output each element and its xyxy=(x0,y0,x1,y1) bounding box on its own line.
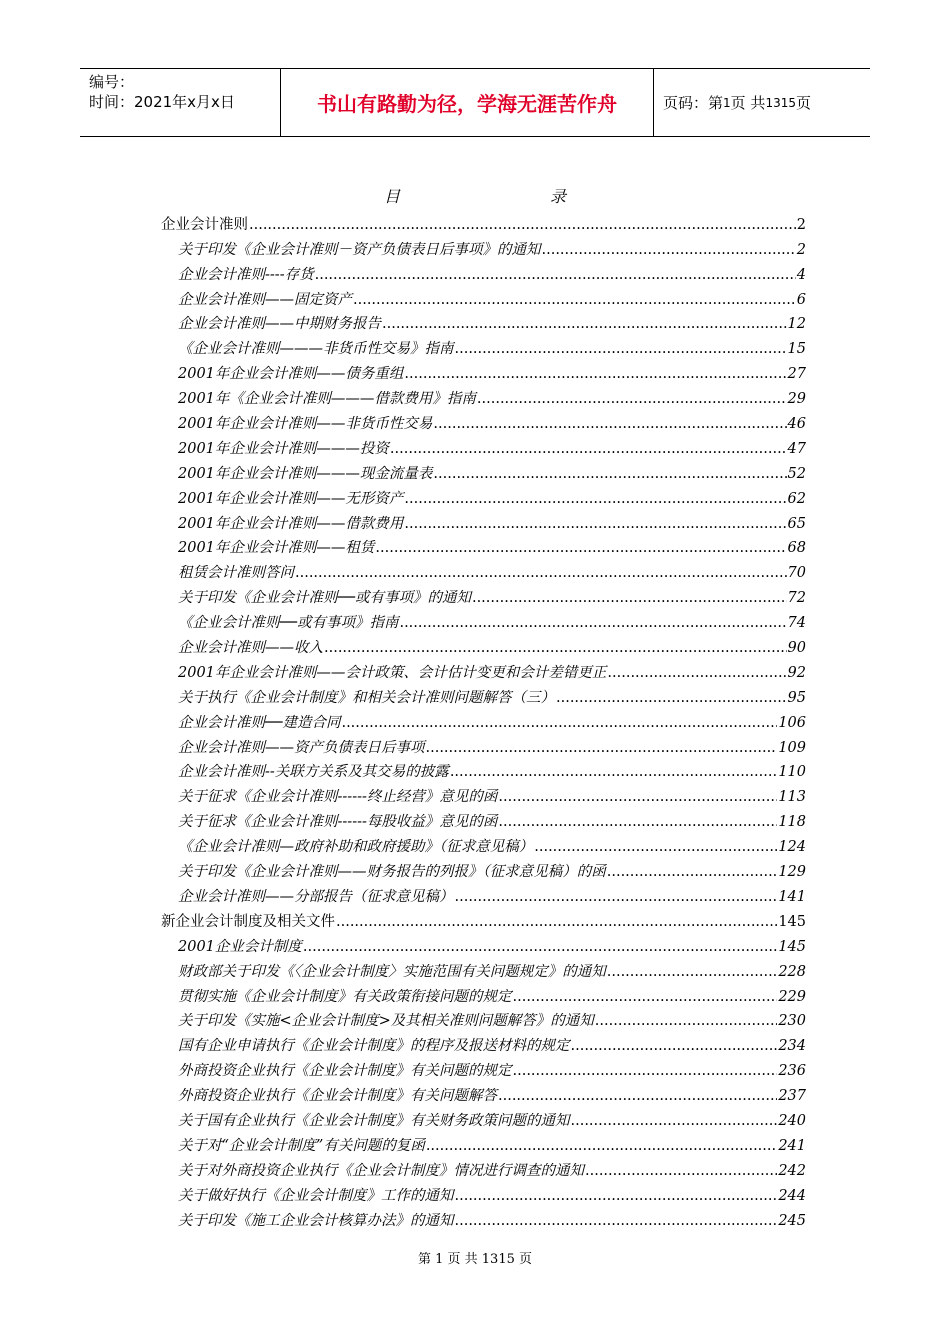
toc-leader-dots xyxy=(390,440,787,458)
toc-leader-dots xyxy=(607,963,778,981)
toc-leader-dots xyxy=(571,1112,778,1130)
toc-entry-page: 68 xyxy=(787,540,806,557)
header-meta xyxy=(80,69,281,136)
toc-entry[interactable] xyxy=(161,383,806,408)
toc-entry-page: 242 xyxy=(778,1162,806,1179)
toc-entry-title: 关于印发《实施<企业会计制度>及其相关准则问题解答》的通知 xyxy=(178,1013,594,1030)
page-footer xyxy=(0,1248,950,1267)
toc-entry-title: 2001年企业会计准则——会计政策、会计估计变更和会计差错更正 xyxy=(178,664,607,681)
toc-entry-page: 124 xyxy=(778,839,806,856)
toc-entry-page: 110 xyxy=(778,764,806,781)
toc-entry-page: 237 xyxy=(778,1088,806,1105)
toc-title-left: 目 xyxy=(383,187,400,206)
toc-entry-title: 关于征求《企业会计准则------终止经营》意见的函 xyxy=(178,789,498,806)
toc-entry-page: 118 xyxy=(778,814,806,831)
toc-entry-title: 企业会计准则 xyxy=(161,216,248,233)
toc-entry[interactable] xyxy=(161,781,806,806)
toc-leader-dots xyxy=(607,664,786,682)
toc-entry-page: 113 xyxy=(778,789,806,806)
toc-leader-dots xyxy=(341,714,777,732)
toc-leader-dots xyxy=(426,1137,777,1155)
toc-entry-title: 2001年企业会计准则——借款费用 xyxy=(178,515,404,532)
toc-entry-title: 2001企业会计制度 xyxy=(178,938,302,955)
toc-entry[interactable] xyxy=(161,707,806,732)
toc-entry-page: 230 xyxy=(778,1013,806,1030)
toc-entry-title: 关于印发《企业会计准则──或有事项》的通知 xyxy=(178,590,471,607)
toc-entry[interactable] xyxy=(161,408,806,433)
toc-leader-dots xyxy=(472,589,787,607)
toc-entry[interactable] xyxy=(161,234,806,259)
toc-leader-dots xyxy=(513,1062,778,1080)
toc-entry-title: 租赁会计准则答问 xyxy=(178,565,294,582)
page-prefix: 页码：第 xyxy=(663,94,724,112)
page-header xyxy=(80,68,870,137)
toc-entry-page: 74 xyxy=(787,615,806,632)
toc-entry-page: 106 xyxy=(778,714,806,731)
toc-entry-page: 46 xyxy=(787,416,806,433)
toc-leader-dots xyxy=(404,490,786,508)
toc-leader-dots xyxy=(336,913,777,931)
toc-entry-title: 企业会计准则--关联方关系及其交易的披露 xyxy=(178,764,449,781)
toc-leader-dots xyxy=(404,365,786,383)
toc-entry-page: 2 xyxy=(796,216,806,233)
toc-entry-title: 外商投资企业执行《企业会计制度》有关问题解答 xyxy=(178,1088,497,1105)
toc-entry-title: 关于印发《施工企业会计核算办法》的通知 xyxy=(178,1212,454,1229)
header-motto xyxy=(281,69,654,136)
toc-entry-title: 2001年企业会计准则——无形资产 xyxy=(178,490,404,507)
toc-entry[interactable] xyxy=(161,508,806,533)
toc-entry[interactable] xyxy=(161,1105,806,1130)
toc-leader-dots xyxy=(450,763,778,781)
toc-entry-page: 72 xyxy=(787,590,806,607)
toc-entry-page: 109 xyxy=(778,739,806,756)
toc-entry[interactable] xyxy=(161,483,806,508)
toc-leader-dots xyxy=(295,564,787,582)
toc-entry-page: 70 xyxy=(787,565,806,582)
toc-entry-page: 47 xyxy=(787,440,806,457)
toc-entry-title: 2001年企业会计准则———投资 xyxy=(178,440,389,457)
toc-entry[interactable] xyxy=(161,1030,806,1055)
toc-entry[interactable] xyxy=(161,881,806,906)
toc-entry-page: 6 xyxy=(796,291,806,308)
toc-entry-title: 2001年企业会计准则———现金流量表 xyxy=(178,465,433,482)
toc-leader-dots xyxy=(382,315,787,333)
toc-entry-title: 2001年企业会计准则——非货币性交易 xyxy=(178,416,433,433)
toc-leader-dots xyxy=(607,863,778,881)
toc-leader-dots xyxy=(375,539,786,557)
toc-entry[interactable] xyxy=(161,557,806,582)
toc-entry[interactable] xyxy=(161,284,806,309)
page-suffix: 页 xyxy=(795,94,811,112)
toc-entry[interactable] xyxy=(161,856,806,881)
page-number: 1 xyxy=(723,95,731,110)
toc-entry[interactable] xyxy=(161,458,806,483)
toc-entry[interactable] xyxy=(161,657,806,682)
toc-leader-dots xyxy=(433,465,786,483)
toc-leader-dots xyxy=(455,1187,778,1205)
toc-entry-title: 2001年企业会计准则——租赁 xyxy=(178,540,375,557)
toc-entry[interactable] xyxy=(161,632,806,657)
toc-leader-dots xyxy=(404,515,786,533)
toc-entry-title: 企业会计准则──建造合同 xyxy=(178,714,341,731)
toc-entry[interactable] xyxy=(161,906,806,931)
toc-leader-dots xyxy=(433,415,786,433)
toc-entry-title: 国有企业申请执行《企业会计制度》的程序及报送材料的规定 xyxy=(178,1038,570,1055)
toc-entry-title: 关于国有企业执行《企业会计制度》有关财务政策问题的通知 xyxy=(178,1112,570,1129)
toc-entry[interactable] xyxy=(161,259,806,284)
toc-entry-title: 企业会计准则----存货 xyxy=(178,266,314,283)
toc-entry-title: 关于对外商投资企业执行《企业会计制度》情况进行调查的通知 xyxy=(178,1162,584,1179)
toc-leader-dots xyxy=(542,241,796,259)
toc-entry-title: 企业会计准则——中期财务报告 xyxy=(178,316,381,333)
toc-leader-dots xyxy=(477,390,787,408)
footer-page-text: 第 1 页 共 1315 页 xyxy=(417,1252,533,1267)
toc-leader-dots xyxy=(315,266,796,284)
toc-entry-title: 企业会计准则——固定资产 xyxy=(178,291,352,308)
toc-leader-dots xyxy=(249,216,796,234)
toc-entry-page: 145 xyxy=(778,938,806,955)
toc-title-right: 录 xyxy=(550,187,567,206)
toc-leader-dots xyxy=(455,888,778,906)
toc-leader-dots xyxy=(556,689,787,707)
toc-leader-dots xyxy=(498,1087,777,1105)
header-page-info xyxy=(654,69,870,136)
toc-entry[interactable] xyxy=(161,831,806,856)
toc-entry[interactable] xyxy=(161,607,806,632)
toc-leader-dots xyxy=(455,340,787,358)
toc-entry[interactable] xyxy=(161,209,806,234)
toc-title xyxy=(0,184,950,207)
toc-entry-title: 关于对“企业会计制度”有关问题的复函 xyxy=(178,1137,425,1154)
toc-entry-page: 244 xyxy=(778,1187,806,1204)
toc-entry-page: 241 xyxy=(778,1137,806,1154)
toc-entry[interactable] xyxy=(161,757,806,782)
toc-entry-page: 240 xyxy=(778,1112,806,1129)
toc-leader-dots xyxy=(513,988,778,1006)
toc-entry-title: 外商投资企业执行《企业会计制度》有关问题的规定 xyxy=(178,1063,512,1080)
page-mid: 页 共 xyxy=(730,94,766,112)
toc-leader-dots xyxy=(353,291,796,309)
toc-entry-page: 234 xyxy=(778,1038,806,1055)
toc-entry-page: 90 xyxy=(787,640,806,657)
toc-entry-title: 《企业会计准则—政府补助和政府援助》（征求意见稿） xyxy=(178,839,534,856)
toc-entry[interactable] xyxy=(161,358,806,383)
toc-entry-title: 企业会计准则——收入 xyxy=(178,640,323,657)
toc-leader-dots xyxy=(426,739,778,757)
toc-entry-title: 企业会计准则——资产负债表日后事项 xyxy=(178,739,425,756)
toc-entry-page: 29 xyxy=(787,391,806,408)
toc-leader-dots xyxy=(324,639,787,657)
toc-entry-title: 关于执行《企业会计制度》和相关会计准则问题解答（三） xyxy=(178,689,555,706)
toc-leader-dots xyxy=(571,1037,778,1055)
toc-entry-title: 财政部关于印发《〈企业会计制度〉实施范围有关问题规定》的通知 xyxy=(178,963,606,980)
toc-entry-page: 62 xyxy=(787,490,806,507)
toc-entry-title: 2001年《企业会计准则———借款费用》指南 xyxy=(178,391,476,408)
toc-entry-page: 2 xyxy=(796,241,806,258)
toc-leader-dots xyxy=(534,838,777,856)
toc-entry-page: 65 xyxy=(787,515,806,532)
toc-entry[interactable] xyxy=(161,1080,806,1105)
toc-entry-page: 27 xyxy=(787,366,806,383)
toc-entry-title: 关于做好执行《企业会计制度》工作的通知 xyxy=(178,1187,454,1204)
toc-entry[interactable] xyxy=(161,682,806,707)
toc-entry[interactable] xyxy=(161,533,806,558)
toc-entry[interactable] xyxy=(161,931,806,956)
toc-entry-page: 12 xyxy=(787,316,806,333)
toc-entry-page: 4 xyxy=(796,266,806,283)
toc-entry-title: 关于征求《企业会计准则------每股收益》意见的函 xyxy=(178,814,498,831)
table-of-contents xyxy=(161,209,806,1230)
number-label: 编号： xyxy=(89,73,135,91)
toc-entry[interactable] xyxy=(161,1006,806,1031)
motto-text: 书山有路勤为径，学海无涯苦作舟 xyxy=(317,92,617,116)
time-label: 时间：2021年x月x日 xyxy=(89,93,235,111)
toc-leader-dots xyxy=(595,1012,778,1030)
toc-entry-title: 《企业会计准则──或有事项》指南 xyxy=(178,615,399,632)
toc-entry[interactable] xyxy=(161,1180,806,1205)
toc-entry[interactable] xyxy=(161,309,806,334)
toc-entry[interactable] xyxy=(161,582,806,607)
toc-entry[interactable] xyxy=(161,433,806,458)
toc-entry-page: 129 xyxy=(778,864,806,881)
toc-entry-page: 141 xyxy=(778,888,806,905)
toc-entry-title: 新企业会计制度及相关文件 xyxy=(161,913,335,930)
toc-leader-dots xyxy=(585,1162,777,1180)
toc-leader-dots xyxy=(303,938,777,956)
toc-entry[interactable] xyxy=(161,732,806,757)
toc-entry-title: 关于印发《企业会计准则——财务报告的列报》（征求意见稿）的函 xyxy=(178,864,606,881)
toc-entry-title: 关于印发《企业会计准则－资产负债表日后事项》的通知 xyxy=(178,241,541,258)
toc-entry-page: 145 xyxy=(778,913,806,930)
toc-entry-title: 《企业会计准则———非货币性交易》指南 xyxy=(178,341,454,358)
toc-entry-page: 245 xyxy=(778,1212,806,1229)
toc-entry[interactable] xyxy=(161,333,806,358)
toc-entry-page: 15 xyxy=(787,341,806,358)
toc-entry[interactable] xyxy=(161,1130,806,1155)
page-total: 1315 xyxy=(765,95,796,110)
toc-leader-dots xyxy=(498,788,777,806)
toc-entry[interactable] xyxy=(161,1155,806,1180)
toc-entry-title: 企业会计准则——分部报告（征求意见稿） xyxy=(178,888,454,905)
toc-entry-page: 95 xyxy=(787,689,806,706)
toc-entry-page: 229 xyxy=(778,988,806,1005)
toc-entry[interactable] xyxy=(161,981,806,1006)
toc-leader-dots xyxy=(399,614,786,632)
toc-entry-page: 52 xyxy=(787,465,806,482)
toc-entry[interactable] xyxy=(161,1205,806,1230)
toc-entry[interactable] xyxy=(161,806,806,831)
toc-entry-page: 92 xyxy=(787,664,806,681)
toc-entry-page: 228 xyxy=(778,963,806,980)
toc-entry-page: 236 xyxy=(778,1063,806,1080)
toc-leader-dots xyxy=(455,1212,778,1230)
toc-entry[interactable] xyxy=(161,1055,806,1080)
toc-leader-dots xyxy=(498,813,777,831)
toc-entry[interactable] xyxy=(161,956,806,981)
toc-entry-title: 2001年企业会计准则——债务重组 xyxy=(178,366,404,383)
toc-entry-title: 贯彻实施《企业会计制度》有关政策衔接问题的规定 xyxy=(178,988,512,1005)
